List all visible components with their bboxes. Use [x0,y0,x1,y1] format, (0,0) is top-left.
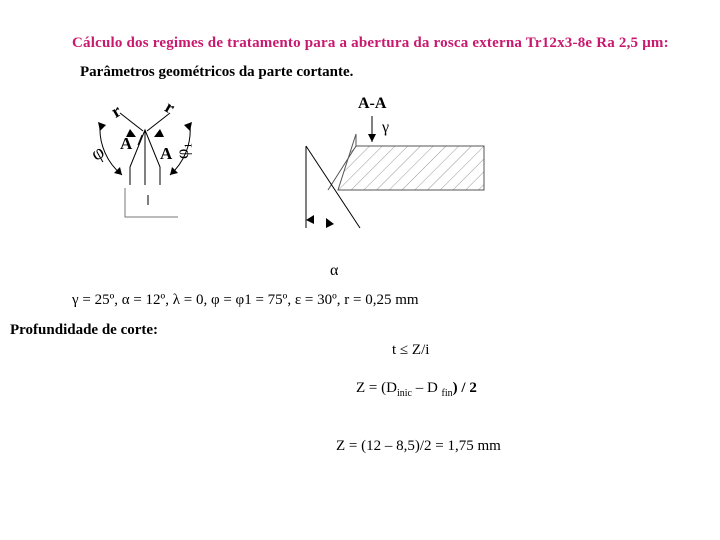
section-mark-left: A [120,134,133,153]
section-label: A-A [358,95,387,112]
section-subtitle: Parâmetros geométricos da parte cortante. [80,64,354,80]
tool-section-hatch [338,134,484,190]
phi1-label: φ₁ [172,142,192,159]
rake-angle-label: γ [382,119,390,136]
phi-arc [100,125,122,175]
tool-tip-diagram [70,95,220,225]
formula-z-value: Z = (12 – 8,5)/2 = 1,75 mm [336,438,501,454]
section-mark-right: A [160,144,173,163]
geometric-parameters: γ = 25º, α = 12º, λ = 0, φ = φ1 = 75º, ε = 30º, r = 0,25 mm [72,292,419,308]
radius-label-left: r [107,100,125,122]
page-title: Cálculo dos regimes de tratamento para a abertura da rosca externa Tr12x3-8e Ra 2,5 μm: [72,35,669,51]
radius-label-right: r [161,96,179,118]
depth-of-cut-label: Profundidade de corte: [10,322,159,338]
clearance-angle-label: α [330,262,339,279]
formula-z-definition: $Z = (D_{inic} - D$ $_{fin}$) / 2 [356,380,477,399]
section-a-a-diagram [298,90,488,285]
phi-label: φ [87,140,109,166]
formula-depth: t ≤ Z/i [392,342,430,358]
